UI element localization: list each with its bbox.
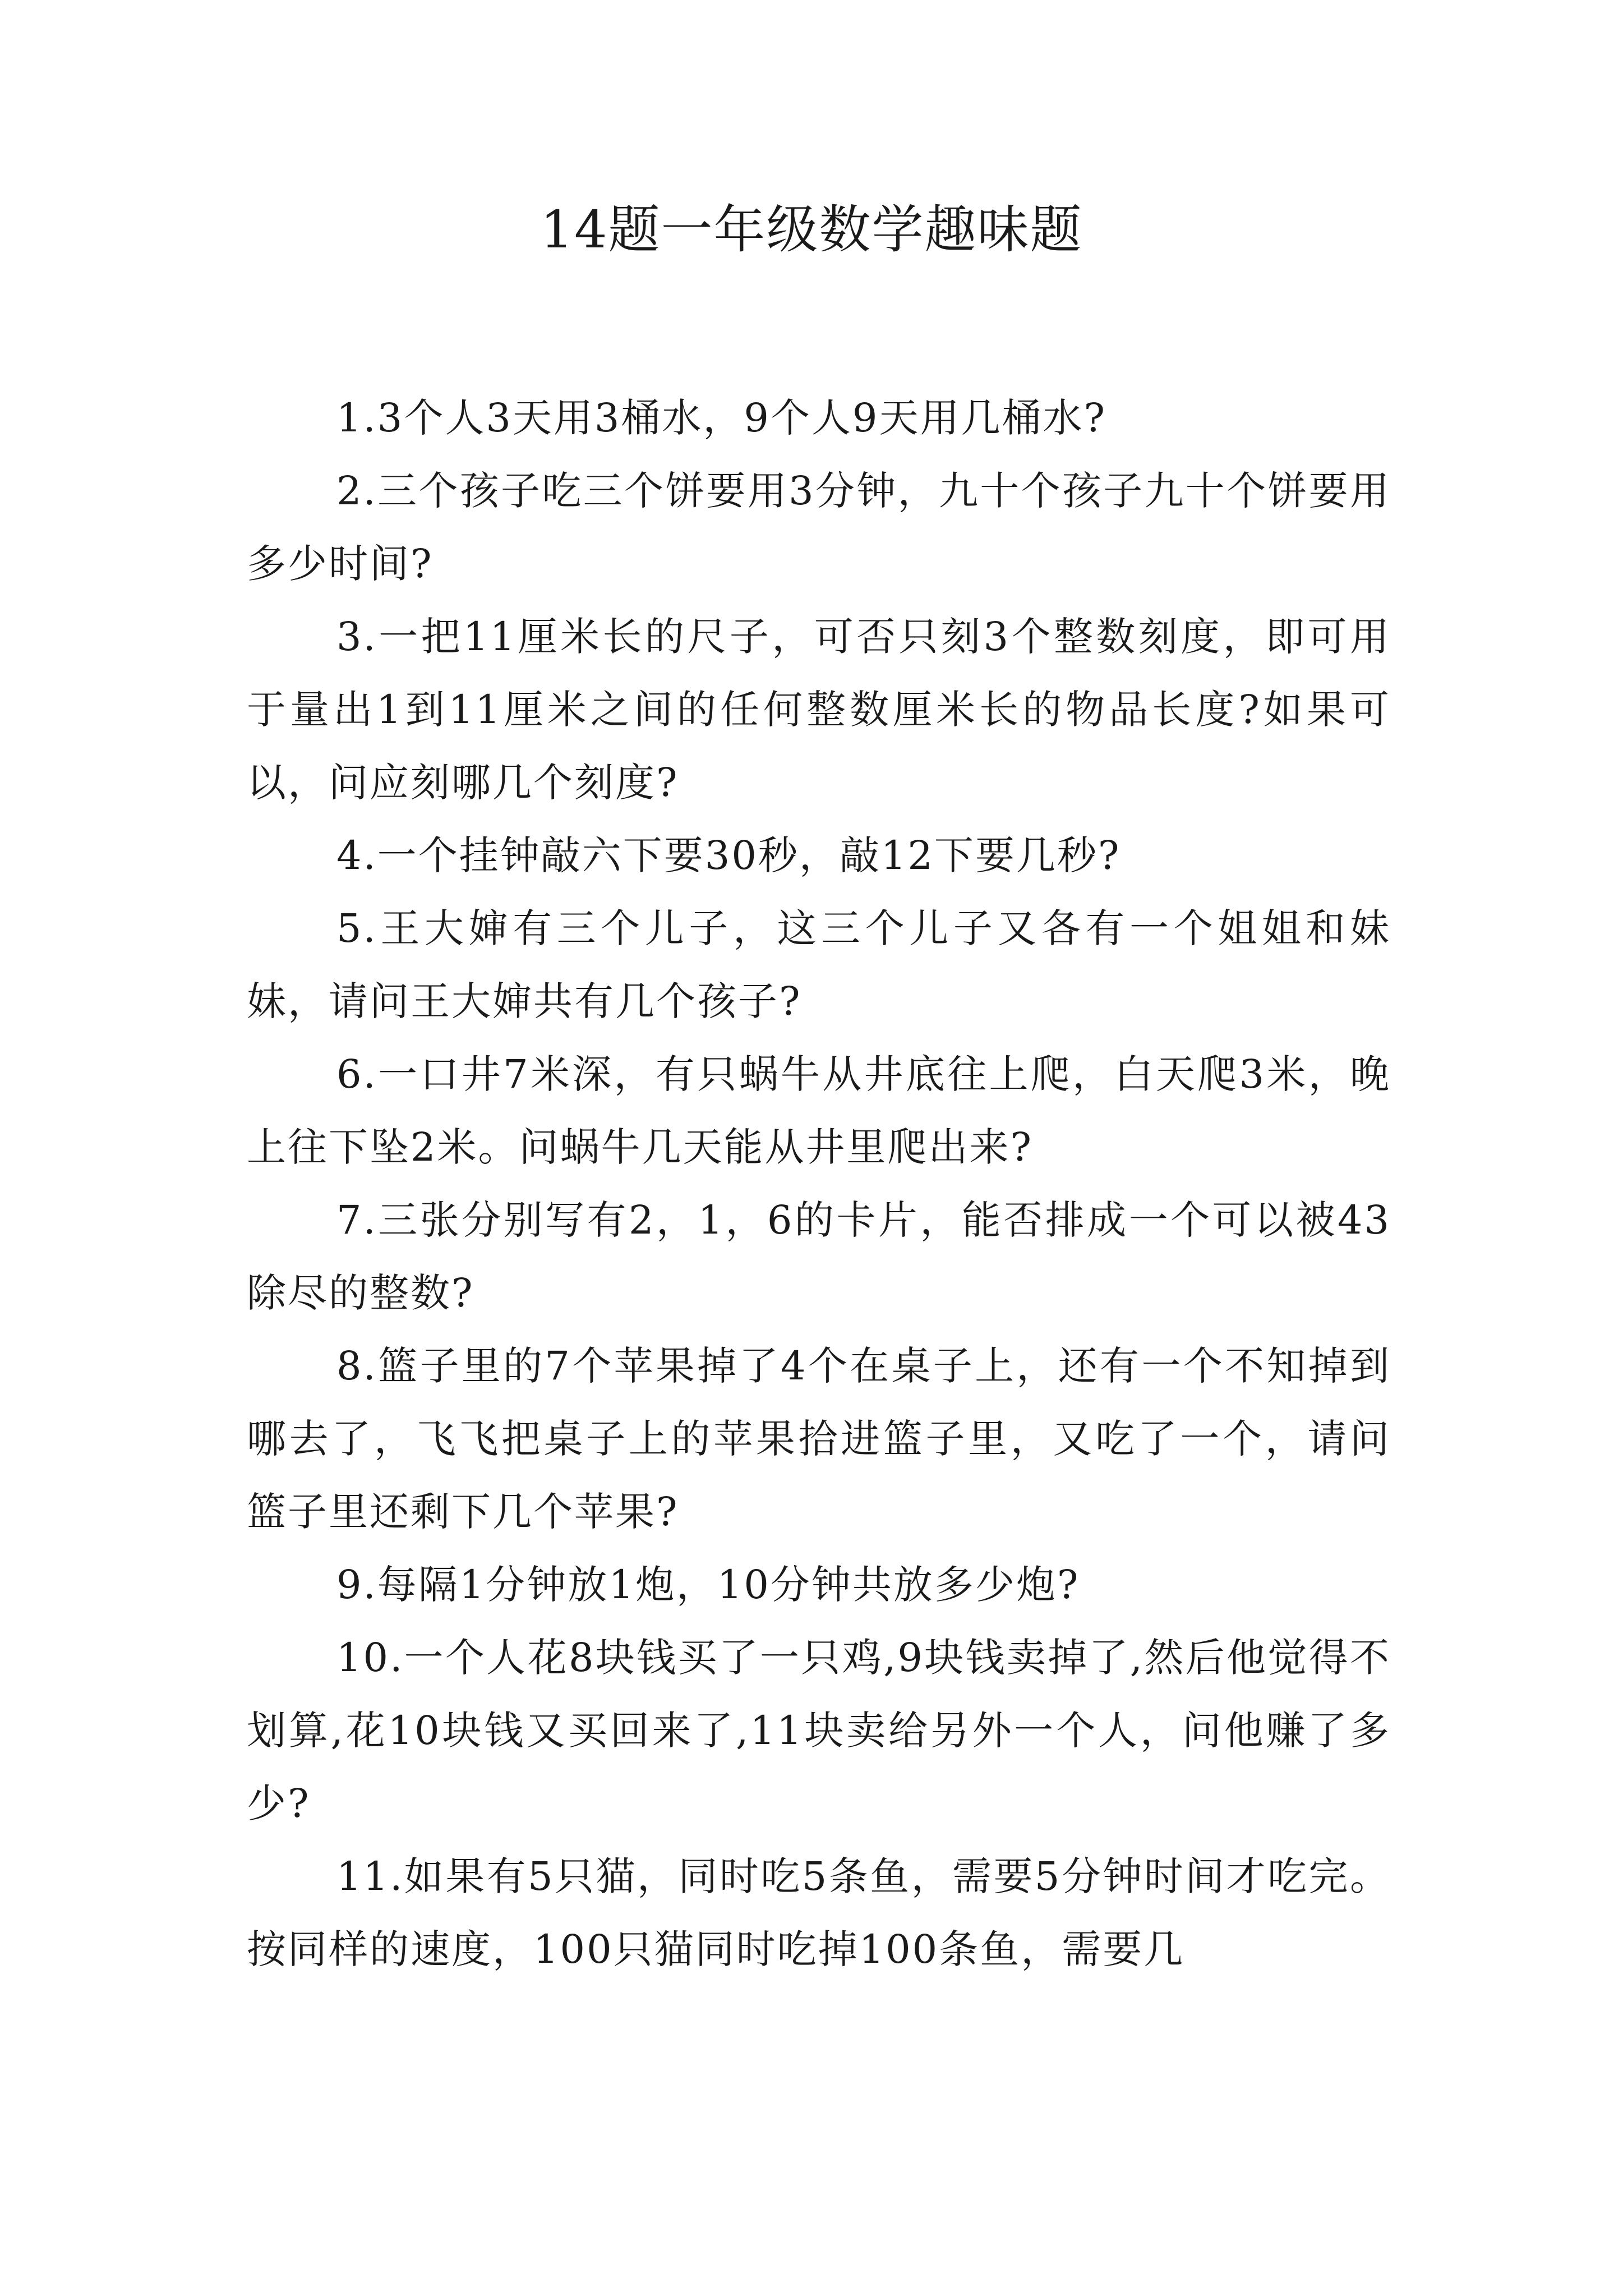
question-5: 5.王大婶有三个儿子，这三个儿子又各有一个姐姐和妹妹，请问王大婶共有几个孩子? bbox=[247, 905, 1391, 1024]
question-6: 6.一口井7米深，有只蜗牛从井底往上爬，白天爬3米，晚上往下坠2米。问蜗牛几天能从井里爬出来? bbox=[247, 1051, 1391, 1170]
question-4: 4.一个挂钟敲六下要30秒，敲12下要几秒? bbox=[336, 832, 1121, 878]
question-list bbox=[247, 381, 1391, 1986]
page-title: 14题一年级数学趣味题 bbox=[540, 200, 1083, 260]
question-11: 11.如果有5只猫，同时吃5条鱼，需要5分钟时间才吃完。按同样的速度，100只猫同时吃掉100条鱼，需要几 bbox=[247, 1853, 1391, 1972]
question-8: 8.篮子里的7个苹果掉了4个在桌子上，还有一个不知掉到哪去了，飞飞把桌子上的苹果拾进篮子里，又吃了一个，请问篮子里还剩下几个苹果? bbox=[247, 1343, 1391, 1535]
question-1: 1.3个人3天用3桶水，9个人9天用几桶水? bbox=[336, 395, 1106, 441]
question-3: 3.一把11厘米长的尺子，可否只刻3个整数刻度，即可用于量出1到11厘米之间的任何整数厘米长的物品长度?如果可以，问应刻哪几个刻度? bbox=[247, 614, 1391, 806]
question-7: 7.三张分别写有2，1，6的卡片，能否排成一个可以被43除尽的整数? bbox=[247, 1197, 1391, 1316]
question-2: 2.三个孩子吃三个饼要用3分钟，九十个孩子九十个饼要用多少时间? bbox=[247, 468, 1391, 587]
question-10: 10.一个人花8块钱买了一只鸡,9块钱卖掉了,然后他觉得不划算,花10块钱又买回来了,11块卖给另外一个人，问他赚了多少? bbox=[247, 1635, 1391, 1826]
question-9: 9.每隔1分钟放1炮，10分钟共放多少炮? bbox=[336, 1562, 1080, 1608]
